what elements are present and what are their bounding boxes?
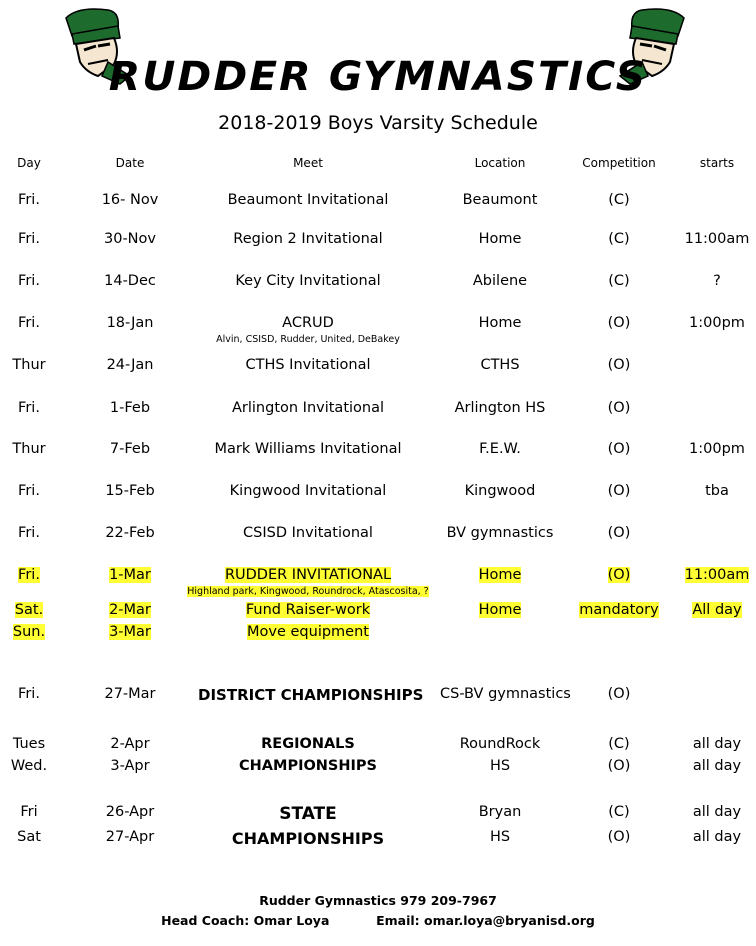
cell-competition	[572, 483, 666, 499]
cell-text: tba	[705, 483, 729, 499]
cell-competition	[572, 736, 666, 752]
cell-location	[440, 736, 560, 752]
cell-text: 15-Feb	[105, 483, 155, 499]
cell-starts	[676, 483, 756, 499]
cell-meet	[198, 357, 418, 373]
cell-starts	[676, 736, 756, 752]
cell-starts	[676, 273, 756, 289]
cell-location	[440, 273, 560, 289]
cell-text: REGIONALS	[261, 736, 355, 752]
cell-text: Wed.	[10, 758, 48, 774]
cell-text: Tues	[12, 736, 46, 752]
cell-text: Mark Williams Invitational	[214, 441, 402, 457]
cell-text: Sat	[17, 829, 41, 845]
cell-text: (C)	[608, 804, 630, 820]
cell-text: CS-BV gymnastics	[440, 686, 571, 702]
cell-text: Bryan	[478, 804, 522, 820]
cell-text: Move equipment	[247, 624, 369, 640]
cell-text: 27-Mar	[104, 686, 156, 702]
column-header-competition: Competition	[582, 156, 656, 170]
cell-text: 2-Mar	[109, 602, 151, 618]
cell-text: HS	[489, 829, 511, 845]
cell-starts	[676, 567, 756, 583]
cell-date	[90, 315, 170, 331]
cell-date	[90, 829, 170, 845]
cell-text: ?	[713, 273, 721, 289]
cell-starts	[676, 804, 756, 820]
cell-text: 1:00pm	[689, 315, 745, 331]
cell-text: Fri.	[18, 686, 40, 702]
cell-text: 3-Apr	[110, 758, 150, 774]
cell-text: all day	[692, 804, 742, 820]
cell-text: (O)	[607, 525, 631, 541]
cell-text: 2-Apr	[110, 736, 150, 752]
cell-text: BV gymnastics	[446, 525, 554, 541]
cell-competition	[572, 758, 666, 774]
cell-day	[4, 624, 54, 640]
cell-text: Thur	[12, 357, 46, 373]
cell-date	[90, 192, 170, 208]
page-subtitle: 2018-2019 Boys Varsity Schedule	[218, 112, 538, 134]
cell-text: 22-Feb	[105, 525, 155, 541]
column-header-date: Date	[115, 156, 145, 170]
cell-text: all day	[692, 736, 742, 752]
cell-text: Fri.	[18, 400, 40, 416]
cell-day	[4, 736, 54, 752]
cell-date	[90, 441, 170, 457]
cell-date	[90, 736, 170, 752]
cell-location	[440, 758, 560, 774]
cell-text: (O)	[607, 483, 631, 499]
cell-day	[4, 804, 54, 820]
cell-meet	[198, 736, 418, 752]
cell-meet	[198, 829, 418, 848]
cell-location	[440, 567, 560, 583]
cell-text: Fri.	[18, 315, 40, 331]
cell-text: (C)	[608, 192, 630, 208]
cell-text: Fri.	[18, 231, 40, 247]
cell-location	[440, 804, 560, 820]
cell-starts	[676, 829, 756, 845]
cell-text: (O)	[607, 686, 631, 702]
footer-contact	[0, 913, 756, 928]
cell-day	[4, 231, 54, 247]
cell-location	[440, 357, 560, 373]
cell-day	[4, 483, 54, 499]
cell-competition	[572, 192, 666, 208]
footer-phone: Rudder Gymnastics 979 209-7967	[259, 893, 497, 908]
cell-location	[440, 315, 560, 331]
cell-text: RUDDER INVITATIONAL	[224, 567, 392, 583]
head-coach: Head Coach: Omar Loya	[161, 913, 330, 928]
cell-day	[4, 357, 54, 373]
cell-text: HS	[489, 758, 511, 774]
cell-text: F.E.W.	[479, 441, 521, 457]
cell-text: 14-Dec	[104, 273, 156, 289]
cell-text: 24-Jan	[106, 357, 154, 373]
cell-meet	[198, 273, 418, 289]
cell-text: Fri.	[18, 483, 40, 499]
cell-date	[90, 357, 170, 373]
cell-text: (C)	[608, 231, 630, 247]
cell-location	[440, 231, 560, 247]
cell-starts	[676, 758, 756, 774]
cell-text: mandatory	[579, 602, 659, 618]
cell-competition	[572, 602, 666, 618]
cell-meet	[198, 483, 418, 499]
cell-competition	[572, 686, 666, 702]
cell-text: 3-Mar	[109, 624, 151, 640]
cell-location	[440, 192, 560, 208]
cell-text: Fri.	[18, 273, 40, 289]
cell-meet	[198, 192, 418, 208]
cell-text: Fri.	[18, 525, 40, 541]
cell-text: CHAMPIONSHIPS	[239, 758, 377, 774]
cell-competition	[572, 315, 666, 331]
cell-text: (O)	[607, 441, 631, 457]
cell-competition	[572, 400, 666, 416]
cell-meet	[198, 400, 418, 416]
cell-competition	[572, 525, 666, 541]
cell-day	[4, 525, 54, 541]
cell-day	[4, 400, 54, 416]
cell-competition	[572, 829, 666, 845]
cell-text: (C)	[608, 273, 630, 289]
cell-text: Fri	[20, 804, 38, 820]
cell-location	[440, 441, 560, 457]
cell-text: CHAMPIONSHIPS	[231, 829, 385, 848]
cell-text: (O)	[607, 567, 631, 583]
cell-text: 26-Apr	[105, 804, 155, 820]
cell-date	[90, 483, 170, 499]
cell-location	[440, 602, 560, 618]
cell-date	[90, 624, 170, 640]
cell-date	[90, 804, 170, 820]
cell-text: 11:00am	[684, 567, 750, 583]
cell-text: all day	[692, 829, 742, 845]
cell-text: 1-Feb	[109, 400, 151, 416]
cell-meet	[198, 567, 418, 583]
cell-text: Abilene	[472, 273, 528, 289]
cell-day	[4, 273, 54, 289]
cell-day	[4, 829, 54, 845]
cell-starts	[676, 602, 756, 618]
column-header-starts: starts	[699, 156, 735, 170]
cell-text: (O)	[607, 400, 631, 416]
cell-competition	[572, 273, 666, 289]
cell-meet	[198, 624, 418, 640]
cell-text: Key City Invitational	[235, 273, 381, 289]
cell-competition	[572, 804, 666, 820]
cell-date	[90, 686, 170, 702]
meet-participants-note	[170, 334, 446, 345]
cell-date	[90, 602, 170, 618]
cell-meet	[198, 804, 418, 824]
cell-text: 1:00pm	[689, 441, 745, 457]
column-header-location: Location	[474, 156, 526, 170]
cell-text: Fri.	[18, 567, 40, 583]
cell-text: ACRUD	[282, 315, 334, 331]
cell-text: Beaumont Invitational	[227, 192, 389, 208]
cell-date	[90, 273, 170, 289]
meet-participants-note	[170, 586, 446, 597]
cell-date	[90, 231, 170, 247]
cell-meet	[198, 441, 418, 457]
cell-text: (C)	[608, 736, 630, 752]
cell-text: 7-Feb	[109, 441, 151, 457]
cell-text: Kingwood	[464, 483, 536, 499]
cell-location	[440, 686, 571, 702]
cell-text: 18-Jan	[106, 315, 154, 331]
cell-date	[90, 400, 170, 416]
cell-text: Sat.	[14, 602, 44, 618]
cell-competition	[572, 567, 666, 583]
cell-competition	[572, 357, 666, 373]
cell-day	[4, 686, 54, 702]
cell-location	[440, 525, 560, 541]
cell-text: (O)	[607, 357, 631, 373]
cell-date	[90, 567, 170, 583]
column-header-day: Day	[17, 156, 41, 170]
cell-text: Home	[478, 231, 522, 247]
cell-meet	[198, 602, 418, 618]
cell-text: 11:00am	[684, 231, 750, 247]
cell-starts	[676, 231, 756, 247]
cell-location	[440, 483, 560, 499]
cell-text: CTHS Invitational	[245, 357, 371, 373]
cell-text: 16- Nov	[101, 192, 159, 208]
cell-text: Kingwood Invitational	[229, 483, 387, 499]
cell-text: Home	[478, 315, 522, 331]
note-text: Highland park, Kingwood, Roundrock, Atascosita, ?	[187, 586, 429, 597]
cell-text: (O)	[607, 829, 631, 845]
cell-meet	[198, 758, 418, 774]
cell-date	[90, 525, 170, 541]
cell-text: 30-Nov	[104, 231, 156, 247]
cell-day	[4, 192, 54, 208]
cell-day	[4, 315, 54, 331]
cell-text: Thur	[12, 441, 46, 457]
cell-text: DISTRICT CHAMPIONSHIPS	[198, 686, 424, 704]
cell-competition	[572, 441, 666, 457]
note-text: Alvin, CSISD, Rudder, United, DeBakey	[216, 334, 400, 345]
cell-competition	[572, 231, 666, 247]
cell-text: CSISD Invitational	[243, 525, 373, 541]
cell-day	[4, 441, 54, 457]
cell-meet	[198, 315, 418, 331]
cell-date	[90, 758, 170, 774]
cell-text: Fund Raiser-work	[245, 602, 371, 618]
cell-text: 1-Mar	[109, 567, 151, 583]
cell-day	[4, 758, 54, 774]
cell-meet	[198, 525, 418, 541]
coach-email: Email: omar.loya@bryanisd.org	[376, 913, 595, 928]
cell-text: STATE	[279, 804, 337, 824]
page-title: RUDDER GYMNASTICS	[108, 54, 648, 100]
cell-text: Home	[478, 602, 522, 618]
cell-text: (O)	[607, 315, 631, 331]
column-header-meet: Meet	[293, 156, 323, 170]
cell-meet	[198, 231, 418, 247]
cell-text: all day	[692, 758, 742, 774]
cell-day	[4, 567, 54, 583]
cell-text: All day	[692, 602, 742, 618]
cell-text: Home	[478, 567, 522, 583]
cell-meet	[198, 686, 424, 704]
cell-text: (O)	[607, 758, 631, 774]
cell-text: Beaumont	[462, 192, 538, 208]
cell-location	[440, 829, 560, 845]
cell-text: RoundRock	[459, 736, 541, 752]
cell-starts	[676, 315, 756, 331]
cell-text: Arlington HS	[454, 400, 546, 416]
cell-starts	[676, 441, 756, 457]
cell-text: Sun.	[12, 624, 46, 640]
cell-text: Fri.	[18, 192, 40, 208]
cell-text: 27-Apr	[105, 829, 155, 845]
cell-text: Region 2 Invitational	[233, 231, 383, 247]
cell-text: Arlington Invitational	[231, 400, 385, 416]
cell-day	[4, 602, 54, 618]
cell-text: CTHS	[480, 357, 520, 373]
cell-location	[440, 400, 560, 416]
